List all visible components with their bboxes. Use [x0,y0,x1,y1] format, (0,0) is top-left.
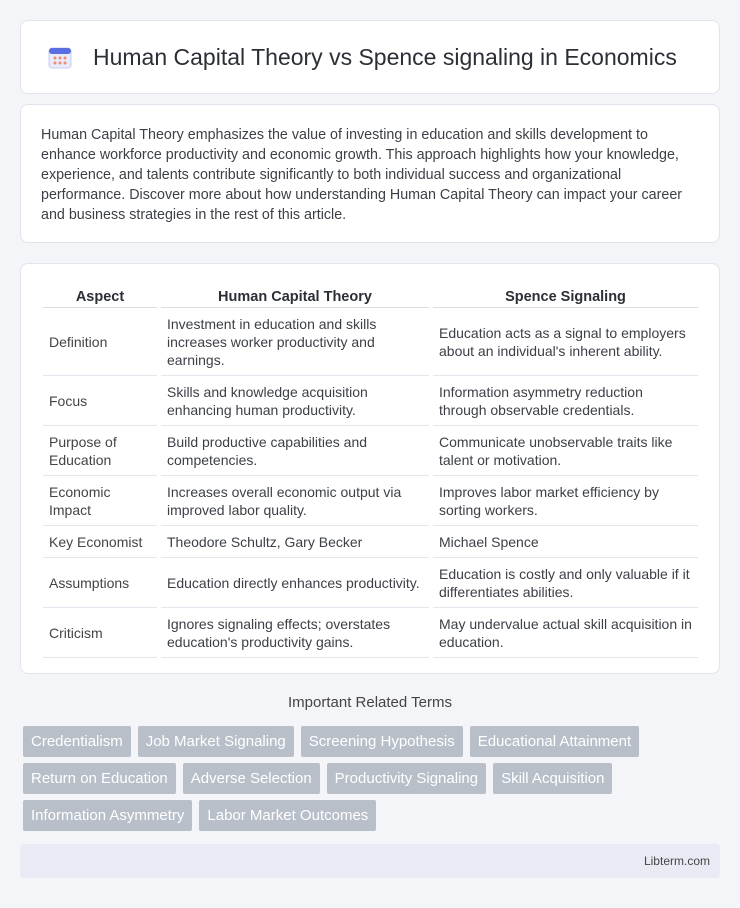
table-cell-human-capital: Theodore Schultz, Gary Becker [161,526,429,558]
comparison-table-card [20,263,720,674]
table-cell-aspect: Purpose of Education [43,426,157,476]
table-cell-human-capital: Education directly enhances productivity. [161,558,429,608]
table-cell-spence: Improves labor market efficiency by sorting workers. [433,476,698,526]
related-term-tag[interactable]: Screening Hypothesis [301,726,463,757]
table-row [43,558,698,608]
table-cell-spence: Education is costly and only valuable if it differentiates abilities. [433,558,698,608]
column-header-spence: Spence Signaling [433,286,698,308]
related-terms-list [23,726,723,837]
table-cell-human-capital: Build productive capabilities and competencies. [161,426,429,476]
table-row [43,608,698,658]
table-cell-spence: Communicate unobservable traits like talent or motivation. [433,426,698,476]
related-term-tag[interactable]: Labor Market Outcomes [199,800,376,831]
related-term-tag[interactable]: Return on Education [23,763,176,794]
related-term-tag[interactable]: Job Market Signaling [138,726,294,757]
related-term-tag[interactable]: Productivity Signaling [327,763,486,794]
table-row [43,476,698,526]
table-cell-aspect: Economic Impact [43,476,157,526]
table-cell-human-capital: Increases overall economic output via improved labor quality. [161,476,429,526]
column-header-human-capital: Human Capital Theory [161,286,429,308]
table-cell-spence: Education acts as a signal to employers about an individual's inherent ability. [433,308,698,376]
table-cell-spence: Michael Spence [433,526,698,558]
related-term-tag[interactable]: Information Asymmetry [23,800,192,831]
table-header-row [43,286,698,308]
table-row [43,308,698,376]
table-cell-spence: Information asymmetry reduction through observable credentials. [433,376,698,426]
related-term-tag[interactable]: Educational Attainment [470,726,639,757]
column-header-aspect: Aspect [43,286,157,308]
table-cell-aspect: Definition [43,308,157,376]
page-title: Human Capital Theory vs Spence signaling in Economics [93,43,677,70]
table-cell-human-capital: Ignores signaling effects; overstates education's productivity gains. [161,608,429,658]
intro-card [20,104,720,243]
intro-text: Human Capital Theory emphasizes the value of investing in education and skills development to enhance workforce productivity and economic growth. This approach highlights how your knowledge, experience, and talents contribute significantly to both individual success and organizational performance. Discover more about how understanding Human Capital Theory can impact your career and business strategies in the rest of this article. [41,127,683,223]
footer-site-link[interactable]: Libterm.com [643,854,710,868]
related-term-tag[interactable]: Skill Acquisition [493,763,612,794]
table-row [43,526,698,558]
footer [20,844,720,878]
related-term-tag[interactable]: Adverse Selection [183,763,320,794]
table-cell-aspect: Criticism [43,608,157,658]
table-row [43,376,698,426]
header-card [20,20,720,94]
table-cell-aspect: Focus [43,376,157,426]
table-cell-aspect: Assumptions [43,558,157,608]
calendar-grid-icon [47,44,73,70]
comparison-table [39,286,702,658]
table-row [43,426,698,476]
related-term-tag[interactable]: Credentialism [23,726,131,757]
table-cell-human-capital: Investment in education and skills increases worker productivity and earnings. [161,308,429,376]
table-cell-aspect: Key Economist [43,526,157,558]
table-cell-human-capital: Skills and knowledge acquisition enhancing human productivity. [161,376,429,426]
related-terms-title: Important Related Terms [288,694,452,711]
table-cell-spence: May undervalue actual skill acquisition in education. [433,608,698,658]
